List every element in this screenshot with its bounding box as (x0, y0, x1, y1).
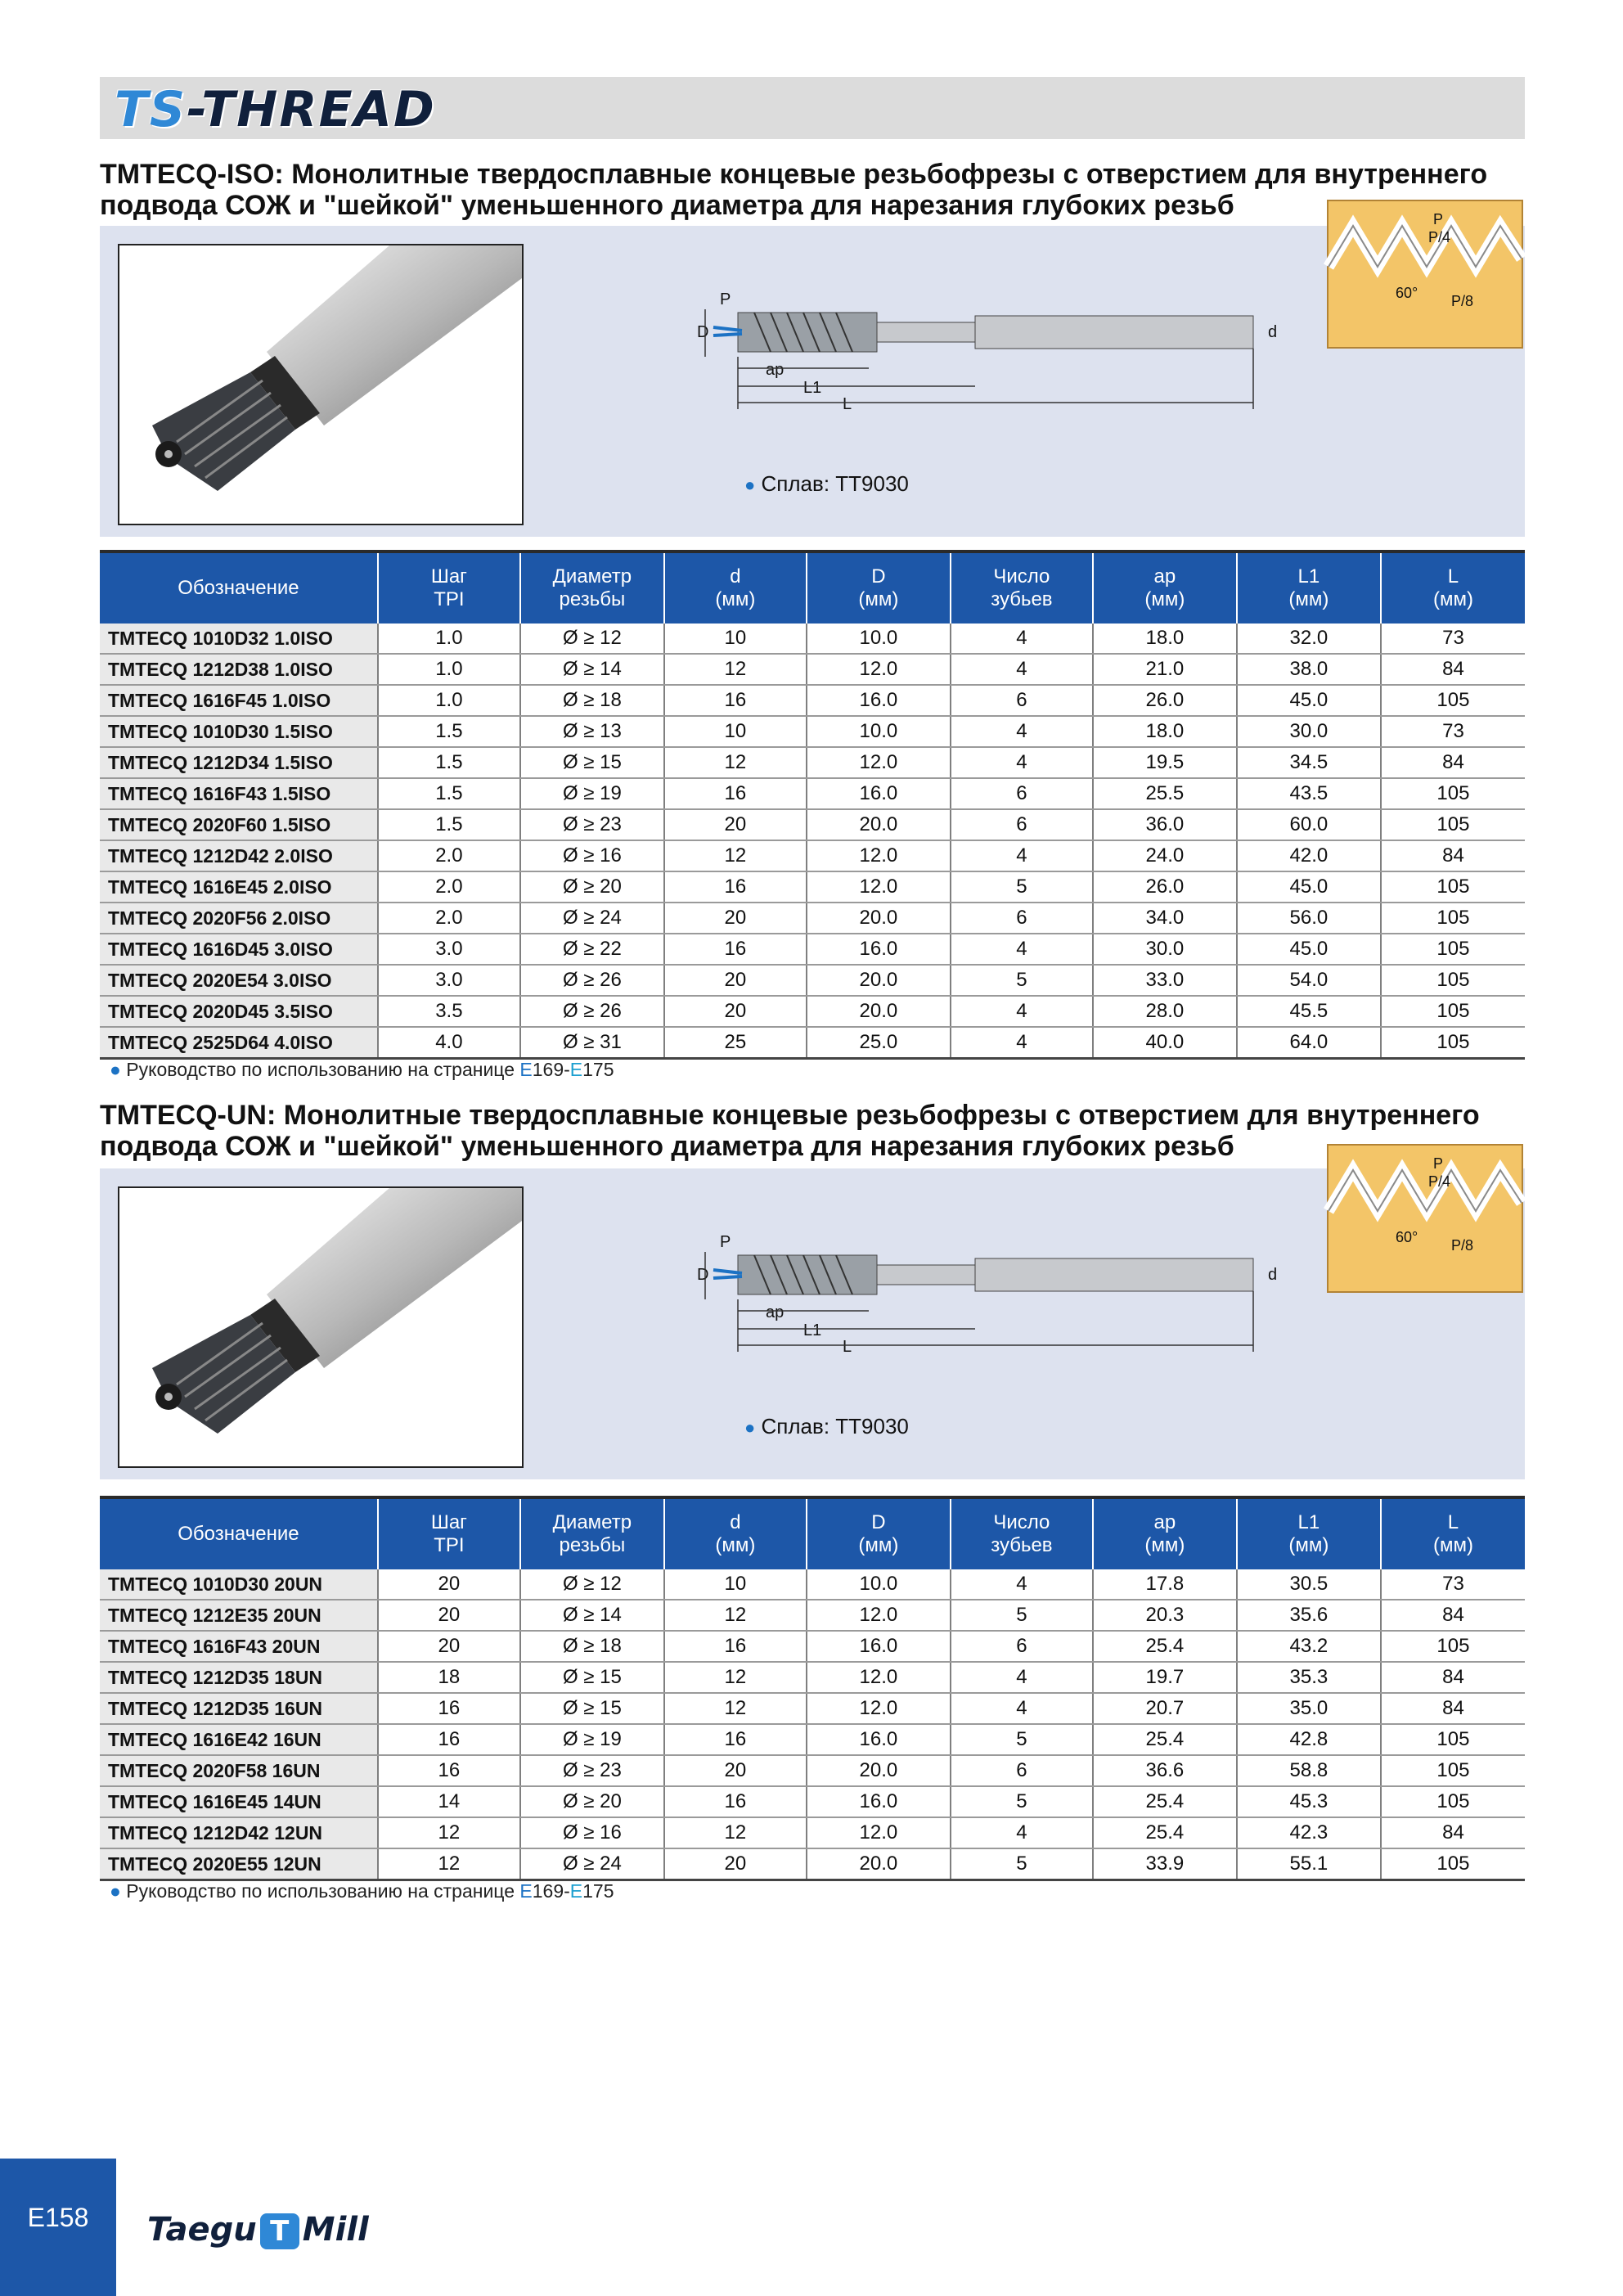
table-row (100, 809, 1525, 840)
table-cell: 20 (664, 1848, 807, 1880)
table-cell: 12 (664, 747, 807, 778)
table-cell: 19.7 (1093, 1662, 1237, 1693)
table-row (100, 996, 1525, 1027)
table-cell: 16 (378, 1724, 520, 1755)
table-cell: 45.3 (1237, 1786, 1381, 1817)
column-header: L (мм) (1381, 551, 1525, 624)
table-cell: Ø ≥ 26 (520, 965, 664, 996)
table-cell: 20.0 (807, 809, 951, 840)
svg-text:60°: 60° (1396, 1229, 1418, 1245)
table-cell: 105 (1381, 1724, 1525, 1755)
designation-cell: TMTECQ 1212D42 2.0ISO (100, 840, 378, 871)
table-cell: 12 (378, 1848, 520, 1880)
table-cell: 4.0 (378, 1027, 520, 1059)
designation-cell: TMTECQ 2020D45 3.5ISO (100, 996, 378, 1027)
table-cell: 6 (951, 685, 1093, 716)
column-header: Шаг TPI (378, 551, 520, 624)
brand-logo: Taegu T Mill (147, 2211, 369, 2249)
table-cell: 54.0 (1237, 965, 1381, 996)
table-cell: 18.0 (1093, 624, 1237, 654)
table-cell: 12.0 (807, 1662, 951, 1693)
table-cell: 20 (378, 1600, 520, 1631)
table-cell: 105 (1381, 1848, 1525, 1880)
table-cell: 12 (664, 840, 807, 871)
table-cell: 20 (378, 1569, 520, 1600)
table-cell: 20.0 (807, 965, 951, 996)
table-cell: Ø ≥ 14 (520, 654, 664, 685)
table-cell: 16.0 (807, 778, 951, 809)
table-cell: 25.4 (1093, 1817, 1237, 1848)
table-cell: 6 (951, 1631, 1093, 1662)
table-row (100, 624, 1525, 654)
table-cell: 105 (1381, 685, 1525, 716)
column-header: L1 (мм) (1237, 1497, 1381, 1569)
table-cell: 1.0 (378, 624, 520, 654)
table-cell: 20.3 (1093, 1600, 1237, 1631)
table-cell: 28.0 (1093, 996, 1237, 1027)
svg-text:P: P (720, 290, 731, 308)
table-cell: 16 (378, 1693, 520, 1724)
table-cell: 25.4 (1093, 1631, 1237, 1662)
table-cell: 20.0 (807, 903, 951, 934)
table-cell: 18 (378, 1662, 520, 1693)
svg-text:ap: ap (766, 1303, 785, 1321)
table-row (100, 778, 1525, 809)
table-cell: 25.4 (1093, 1786, 1237, 1817)
table-cell: 20.7 (1093, 1693, 1237, 1724)
column-header: ap (мм) (1093, 551, 1237, 624)
table-cell: 12.0 (807, 840, 951, 871)
table-row (100, 965, 1525, 996)
table-cell: 4 (951, 840, 1093, 871)
table-cell: 14 (378, 1786, 520, 1817)
svg-text:d: d (1268, 1266, 1278, 1284)
table-row (100, 1631, 1525, 1662)
table-cell: 16 (664, 934, 807, 965)
table-cell: 30.5 (1237, 1569, 1381, 1600)
column-header: L (мм) (1381, 1497, 1525, 1569)
table-cell: 16.0 (807, 685, 951, 716)
table-cell: 55.1 (1237, 1848, 1381, 1880)
table-cell: 4 (951, 624, 1093, 654)
table-cell: 4 (951, 1817, 1093, 1848)
svg-text:L1: L1 (803, 1321, 822, 1339)
table-cell: 4 (951, 996, 1093, 1027)
table-cell: 12.0 (807, 1693, 951, 1724)
designation-cell: TMTECQ 1616D45 3.0ISO (100, 934, 378, 965)
table-cell: 20 (664, 996, 807, 1027)
table-cell: Ø ≥ 15 (520, 1662, 664, 1693)
table-cell: 45.0 (1237, 934, 1381, 965)
table-cell: 4 (951, 1662, 1093, 1693)
table-cell: 16 (664, 685, 807, 716)
table-cell: 35.6 (1237, 1600, 1381, 1631)
table-cell: 64.0 (1237, 1027, 1381, 1059)
alloy-label: ● Сплав: TT9030 (744, 471, 909, 496)
table-cell: 1.0 (378, 685, 520, 716)
table-cell: 12.0 (807, 1600, 951, 1631)
table-cell: 4 (951, 934, 1093, 965)
table-cell: 105 (1381, 1786, 1525, 1817)
column-header: d (мм) (664, 1497, 807, 1569)
table-cell: 16 (378, 1755, 520, 1786)
table-row (100, 1848, 1525, 1880)
table-cell: Ø ≥ 24 (520, 1848, 664, 1880)
table-row (100, 1817, 1525, 1848)
column-header: ap (мм) (1093, 1497, 1237, 1569)
table-cell: 33.9 (1093, 1848, 1237, 1880)
designation-cell: TMTECQ 1616E45 2.0ISO (100, 871, 378, 903)
table-cell: 43.5 (1237, 778, 1381, 809)
table-cell: Ø ≥ 18 (520, 685, 664, 716)
table-row (100, 716, 1525, 747)
tool-dimension-diagram (697, 1221, 1302, 1384)
table-cell: 4 (951, 1027, 1093, 1059)
table-cell: 105 (1381, 996, 1525, 1027)
designation-cell: TMTECQ 1616E42 16UN (100, 1724, 378, 1755)
table-cell: 16 (664, 1631, 807, 1662)
table-cell: 30.0 (1237, 716, 1381, 747)
table-cell: 25.4 (1093, 1724, 1237, 1755)
table-cell: Ø ≥ 12 (520, 624, 664, 654)
designation-cell: TMTECQ 1616F43 20UN (100, 1631, 378, 1662)
table-cell: Ø ≥ 16 (520, 1817, 664, 1848)
table-cell: 12.0 (807, 747, 951, 778)
table-cell: 105 (1381, 903, 1525, 934)
table-cell: 16 (664, 1786, 807, 1817)
designation-cell: TMTECQ 2525D64 4.0ISO (100, 1027, 378, 1059)
table-row (100, 1569, 1525, 1600)
svg-text:D: D (697, 323, 709, 341)
table-cell: 17.8 (1093, 1569, 1237, 1600)
designation-cell: TMTECQ 1212E35 20UN (100, 1600, 378, 1631)
svg-text:P/8: P/8 (1451, 1237, 1474, 1254)
designation-cell: TMTECQ 1212D42 12UN (100, 1817, 378, 1848)
thread-profile-diagram (1327, 200, 1523, 349)
table-cell: 16.0 (807, 1631, 951, 1662)
table-cell: 4 (951, 716, 1093, 747)
table-cell: 1.5 (378, 716, 520, 747)
svg-text:ap: ap (766, 361, 785, 379)
table-cell: 3.5 (378, 996, 520, 1027)
designation-cell: TMTECQ 1010D30 1.5ISO (100, 716, 378, 747)
table-cell: Ø ≥ 31 (520, 1027, 664, 1059)
table-row (100, 1600, 1525, 1631)
table-row (100, 903, 1525, 934)
section-title: TMTECQ-ISO: Монолитные твердосплавные концевые резьбофрезы с отверстием для внутреннего подвода СОЖ и "шейкой" уменьшенного диаметра для нарезания глубоких резьб (100, 159, 1488, 221)
spec-table-iso (100, 550, 1525, 1060)
svg-text:L: L (843, 395, 852, 413)
svg-text:P/4: P/4 (1428, 229, 1451, 245)
table-row (100, 1693, 1525, 1724)
thread-profile-diagram (1327, 1144, 1523, 1293)
table-cell: Ø ≥ 19 (520, 778, 664, 809)
svg-text:P/4: P/4 (1428, 1173, 1451, 1190)
table-cell: 35.3 (1237, 1662, 1381, 1693)
usage-note: ● Руководство по использованию на странице E169-E175 (110, 1880, 614, 1902)
designation-cell: TMTECQ 1212D38 1.0ISO (100, 654, 378, 685)
table-cell: 73 (1381, 624, 1525, 654)
table-cell: 5 (951, 965, 1093, 996)
table-row (100, 871, 1525, 903)
table-cell: Ø ≥ 26 (520, 996, 664, 1027)
designation-cell: TMTECQ 1010D30 20UN (100, 1569, 378, 1600)
table-cell: 20 (664, 1755, 807, 1786)
table-cell: 16.0 (807, 1786, 951, 1817)
table-cell: 4 (951, 1693, 1093, 1724)
table-cell: 84 (1381, 654, 1525, 685)
svg-text:60°: 60° (1396, 285, 1418, 301)
designation-cell: TMTECQ 2020E54 3.0ISO (100, 965, 378, 996)
column-header: d (мм) (664, 551, 807, 624)
column-header: Шаг TPI (378, 1497, 520, 1569)
table-cell: 34.5 (1237, 747, 1381, 778)
table-row (100, 1755, 1525, 1786)
table-cell: 6 (951, 1755, 1093, 1786)
table-cell: 73 (1381, 716, 1525, 747)
table-cell: Ø ≥ 22 (520, 934, 664, 965)
table-cell: Ø ≥ 15 (520, 747, 664, 778)
table-cell: 1.5 (378, 778, 520, 809)
table-cell: 84 (1381, 1693, 1525, 1724)
table-cell: 21.0 (1093, 654, 1237, 685)
table-cell: 60.0 (1237, 809, 1381, 840)
product-hero (100, 226, 1525, 537)
svg-text:P: P (720, 1233, 731, 1251)
table-cell: 105 (1381, 871, 1525, 903)
table-cell: 20.0 (807, 1848, 951, 1880)
designation-cell: TMTECQ 2020E55 12UN (100, 1848, 378, 1880)
column-header: Обозначение (100, 1497, 378, 1569)
table-row (100, 654, 1525, 685)
table-header-row (100, 1497, 1525, 1569)
column-header: Диаметр резьбы (520, 1497, 664, 1569)
designation-cell: TMTECQ 2020F56 2.0ISO (100, 903, 378, 934)
table-cell: 4 (951, 1569, 1093, 1600)
designation-cell: TMTECQ 1616F45 1.0ISO (100, 685, 378, 716)
table-cell: 105 (1381, 1755, 1525, 1786)
table-cell: 20.0 (807, 996, 951, 1027)
table-cell: 84 (1381, 1662, 1525, 1693)
table-cell: 5 (951, 871, 1093, 903)
table-cell: 26.0 (1093, 871, 1237, 903)
table-cell: Ø ≥ 12 (520, 1569, 664, 1600)
table-cell: 35.0 (1237, 1693, 1381, 1724)
table-cell: Ø ≥ 15 (520, 1693, 664, 1724)
table-row (100, 1786, 1525, 1817)
designation-cell: TMTECQ 1212D34 1.5ISO (100, 747, 378, 778)
table-cell: 1.5 (378, 809, 520, 840)
table-cell: 18.0 (1093, 716, 1237, 747)
table-cell: 105 (1381, 965, 1525, 996)
table-row (100, 840, 1525, 871)
table-row (100, 1662, 1525, 1693)
svg-text:L: L (843, 1338, 852, 1356)
table-cell: 10.0 (807, 624, 951, 654)
table-cell: 34.0 (1093, 903, 1237, 934)
table-cell: 5 (951, 1600, 1093, 1631)
table-cell: 1.0 (378, 654, 520, 685)
table-cell: 36.6 (1093, 1755, 1237, 1786)
table-cell: 38.0 (1237, 654, 1381, 685)
table-cell: 45.0 (1237, 685, 1381, 716)
table-cell: 20.0 (807, 1755, 951, 1786)
table-cell: 105 (1381, 1631, 1525, 1662)
section-title: TMTECQ-UN: Монолитные твердосплавные концевые резьбофрезы с отверстием для внутреннего подвода СОЖ и "шейкой" уменьшенного диаметра для нарезания глубоких резьб (100, 1100, 1480, 1162)
table-cell: 4 (951, 747, 1093, 778)
table-cell: Ø ≥ 16 (520, 840, 664, 871)
table-cell: 10.0 (807, 1569, 951, 1600)
table-cell: 84 (1381, 1600, 1525, 1631)
usage-note: ● Руководство по использованию на странице E169-E175 (110, 1059, 614, 1080)
table-cell: 20 (664, 965, 807, 996)
table-cell: 84 (1381, 747, 1525, 778)
table-cell: Ø ≥ 14 (520, 1600, 664, 1631)
table-cell: 84 (1381, 1817, 1525, 1848)
svg-text:P: P (1433, 211, 1444, 227)
table-cell: 10 (664, 624, 807, 654)
table-cell: 42.0 (1237, 840, 1381, 871)
tool-dimension-diagram (697, 278, 1302, 442)
table-cell: 16 (664, 871, 807, 903)
table-cell: 2.0 (378, 903, 520, 934)
spec-table-un (100, 1496, 1525, 1881)
table-cell: 6 (951, 778, 1093, 809)
table-cell: Ø ≥ 13 (520, 716, 664, 747)
table-cell: Ø ≥ 23 (520, 1755, 664, 1786)
table-cell: 20 (664, 809, 807, 840)
designation-cell: TMTECQ 1212D35 16UN (100, 1693, 378, 1724)
table-cell: 5 (951, 1848, 1093, 1880)
table-row (100, 1724, 1525, 1755)
alloy-label: ● Сплав: TT9030 (744, 1414, 909, 1438)
table-cell: Ø ≥ 20 (520, 1786, 664, 1817)
svg-text:D: D (697, 1266, 709, 1284)
table-cell: 45.5 (1237, 996, 1381, 1027)
table-cell: Ø ≥ 18 (520, 1631, 664, 1662)
table-cell: 105 (1381, 778, 1525, 809)
table-cell: 2.0 (378, 840, 520, 871)
column-header: Обозначение (100, 551, 378, 624)
table-cell: 25.5 (1093, 778, 1237, 809)
designation-cell: TMTECQ 2020F60 1.5ISO (100, 809, 378, 840)
column-header: Число зубьев (951, 1497, 1093, 1569)
table-cell: 16 (664, 1724, 807, 1755)
table-cell: 30.0 (1093, 934, 1237, 965)
table-cell: 12.0 (807, 871, 951, 903)
table-cell: 25 (664, 1027, 807, 1059)
designation-cell: TMTECQ 1212D35 18UN (100, 1662, 378, 1693)
table-row (100, 685, 1525, 716)
designation-cell: TMTECQ 1616F43 1.5ISO (100, 778, 378, 809)
table-cell: 56.0 (1237, 903, 1381, 934)
table-cell: 43.2 (1237, 1631, 1381, 1662)
table-cell: 19.5 (1093, 747, 1237, 778)
svg-text:L1: L1 (803, 379, 822, 397)
table-cell: 73 (1381, 1569, 1525, 1600)
table-cell: 3.0 (378, 934, 520, 965)
table-cell: Ø ≥ 24 (520, 903, 664, 934)
table-cell: 12 (378, 1817, 520, 1848)
table-cell: 32.0 (1237, 624, 1381, 654)
table-header-row (100, 551, 1525, 624)
table-cell: 42.3 (1237, 1817, 1381, 1848)
table-cell: 24.0 (1093, 840, 1237, 871)
table-cell: 10 (664, 716, 807, 747)
column-header: Диаметр резьбы (520, 551, 664, 624)
column-header: L1 (мм) (1237, 551, 1381, 624)
table-cell: 1.5 (378, 747, 520, 778)
table-cell: 40.0 (1093, 1027, 1237, 1059)
table-cell: 26.0 (1093, 685, 1237, 716)
table-cell: 10 (664, 1569, 807, 1600)
table-cell: 105 (1381, 934, 1525, 965)
table-cell: 3.0 (378, 965, 520, 996)
svg-text:P/8: P/8 (1451, 293, 1474, 309)
table-cell: 5 (951, 1786, 1093, 1817)
table-cell: 12.0 (807, 654, 951, 685)
table-cell: 25.0 (807, 1027, 951, 1059)
column-header: D (мм) (807, 551, 951, 624)
table-cell: 12.0 (807, 1817, 951, 1848)
table-cell: 16.0 (807, 1724, 951, 1755)
designation-cell: TMTECQ 2020F58 16UN (100, 1755, 378, 1786)
table-row (100, 1027, 1525, 1059)
product-photo (118, 1186, 524, 1468)
designation-cell: TMTECQ 1616E45 14UN (100, 1786, 378, 1817)
table-cell: 6 (951, 903, 1093, 934)
table-cell: Ø ≥ 19 (520, 1724, 664, 1755)
product-hero (100, 1168, 1525, 1479)
table-row (100, 747, 1525, 778)
table-cell: 20 (664, 903, 807, 934)
table-cell: 10.0 (807, 716, 951, 747)
table-cell: 5 (951, 1724, 1093, 1755)
table-cell: 2.0 (378, 871, 520, 903)
table-cell: 20 (378, 1631, 520, 1662)
table-cell: Ø ≥ 23 (520, 809, 664, 840)
column-header: Число зубьев (951, 551, 1093, 624)
svg-text:d: d (1268, 323, 1278, 341)
table-cell: 4 (951, 654, 1093, 685)
table-cell: 105 (1381, 1027, 1525, 1059)
table-cell: 84 (1381, 840, 1525, 871)
table-cell: 45.0 (1237, 871, 1381, 903)
table-cell: 36.0 (1093, 809, 1237, 840)
table-cell: 12 (664, 1693, 807, 1724)
table-cell: 12 (664, 1662, 807, 1693)
table-cell: 12 (664, 1600, 807, 1631)
table-cell: 16.0 (807, 934, 951, 965)
product-photo (118, 244, 524, 525)
table-cell: 12 (664, 654, 807, 685)
table-cell: 105 (1381, 809, 1525, 840)
designation-cell: TMTECQ 1010D32 1.0ISO (100, 624, 378, 654)
table-cell: Ø ≥ 20 (520, 871, 664, 903)
column-header: D (мм) (807, 1497, 951, 1569)
table-cell: 33.0 (1093, 965, 1237, 996)
table-cell: 6 (951, 809, 1093, 840)
table-cell: 16 (664, 778, 807, 809)
table-cell: 58.8 (1237, 1755, 1381, 1786)
page-number: E158 (27, 2203, 89, 2232)
svg-text:P: P (1433, 1155, 1444, 1172)
table-cell: 42.8 (1237, 1724, 1381, 1755)
table-row (100, 934, 1525, 965)
table-cell: 12 (664, 1817, 807, 1848)
ts-thread-logo: TS-THREAD (115, 81, 436, 138)
